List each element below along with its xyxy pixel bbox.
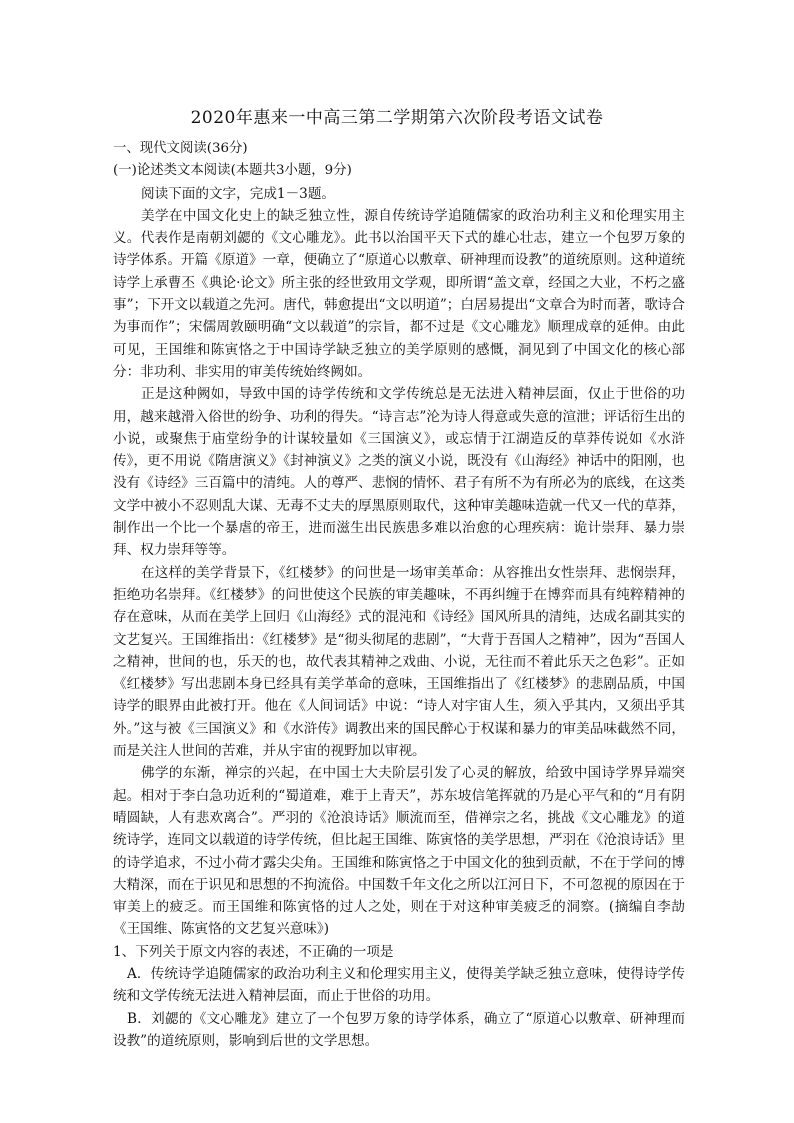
paragraph: 在这样的美学背景下，《红楼梦》的问世是一场审美革命：从容推出女性崇拜、悲悯崇拜，拒绝功名崇拜。《红楼梦》的问世使这个民族的审美趣味，不再纠缠于在博弈而具有纯粹精神的存在意味，从而在美学上回归《山海经》式的混沌和《诗经》国风所具的清纯，达成名副其实的文艺复兴。王国维指出：《红楼梦》是“彻头彻尾的悲剧”，“大背于吾国人之精神”，因为“吾国人之精神，世间的也，乐天的也，故代表其精神之戏曲、小说，无往而不着此乐天之色彩”。正如《红楼梦》写出悲剧本身已经具有美学革命的意味，王国维指出了《红楼梦》的悲剧品质，中国诗学的眼界由此被打开。他在《人间词话》中说：“诗人对宇宙人生，须入乎其内，又须出乎其外。”这与被《三国演义》和《水浒传》调教出来的国民醉心于权谋和暴力的审美品味截然不同，而是关注人世间的苦难，并从宇宙的视野加以审视。: [113, 564, 685, 760]
answer-option-a: A．传统诗学追随儒家的政治功利主义和伦理实用主义，使得美学缺乏独立意味，使得诗学传统和文学传统无法进入精神层面，而止于世俗的功用。: [113, 965, 685, 1005]
document-body: [113, 138, 685, 1052]
paragraph: 佛学的东渐，禅宗的兴起，在中国士大夫阶层引发了心灵的解放，给致中国诗学界异端突起。相对于李白急功近利的“蜀道难，难于上青天”，苏东坡信笔挥就的乃是心平气和的“月有阴晴圆缺，人有悲欢离合”。严羽的《沧浪诗话》顺流而至，借禅宗之名，挑战《文心雕龙》的道统诗学，连同文以载道的诗学传统，但比起王国维、陈寅恪的美学思想，严羽在《沧浪诗话》里的诗学追求，不过小荷才露尖尖角。王国维和陈寅恪之于中国文化的独到贡献，不在于学问的博大精深，而在于识见和思想的不拘流俗。中国数千年文化之所以江河日下，不可忽视的原因在于审美上的疲乏。而王国维和陈寅恪的过人之处，则在于对这种审美疲乏的洞察。(摘编自李劼《王国维、陈寅恪的文艺复兴意味》): [113, 765, 685, 938]
paragraph: 正是这种阙如，导致中国的诗学传统和文学传统总是无法进入精神层面，仅止于世俗的功用，越来越滑入俗世的纷争、功利的得失。“诗言志”沦为诗人得意或失意的渲泄；评话衍生出的小说，或聚焦于庙堂纷争的计谋较量如《三国演义》，或忘情于江湖造反的草莽传说如《水浒传》，更不用说《隋唐演义》《封神演义》之类的演义小说，既没有《山海经》神话中的阳刚，也没有《诗经》三百篇中的清纯。人的尊严、悲悯的情怀、君子有所不为有所必为的底线，在这类文学中被小不忍则乱大谋、无毒不丈夫的厚黑原则取代，这种审美趣味造就一代又一代的草莽，制作出一个比一个暴虐的帝王，进而滋生出民族患多难以治愈的心理疾病：诡计崇拜、暴力崇拜、权力崇拜等等。: [113, 386, 685, 559]
question-stem: 1、下列关于原文内容的表述，不正确的一项是: [113, 943, 394, 960]
answer-option-b: B．刘勰的《文心雕龙》建立了一个包罗万象的诗学体系，确立了“原道心以敷章、研神理而设教”的道统原则，影响到后世的文学思想。: [113, 1010, 685, 1049]
subsection-heading: (一)论述类文本阅读(本题共3小题，9分): [113, 163, 352, 179]
paragraph: 美学在中国文化史上的缺乏独立性，源自传统诗学追随儒家的政治功利主义和伦理实用主义。代表作是南朝刘勰的《文心雕龙》。此书以治国平天下式的雄心壮志，建立一个包罗万象的诗学体系。开篇《原道》一章，便确立了“原道心以敷章、研神理而设教”的道统原则。这种道统诗学上承曹丕《典论·论文》所主张的经世致用文学观，即所谓“盖文章，经国之大业，不朽之盛事”；下开文以载道之先河。唐代，韩愈提出“文以明道”；白居易提出“文章合为时而著，歌诗合为事而作”；宋儒周敦颐明确“文以载道”的宗旨，都不过是《文心雕龙》顺理成章的延伸。由此可见，王国维和陈寅恪之于中国诗学缺乏独立的美学原则的感慨，洞见到了中国文化的核心部分：非功利、非实用的审美传统始终阙如。: [113, 207, 685, 380]
reading-instruction: 阅读下面的文字，完成1－3题。: [141, 185, 336, 202]
section-heading: 一、现代文阅读(36分): [113, 141, 248, 156]
page-title: 2020年惠来一中高三第二学期第六次阶段考语文试卷: [190, 108, 604, 128]
